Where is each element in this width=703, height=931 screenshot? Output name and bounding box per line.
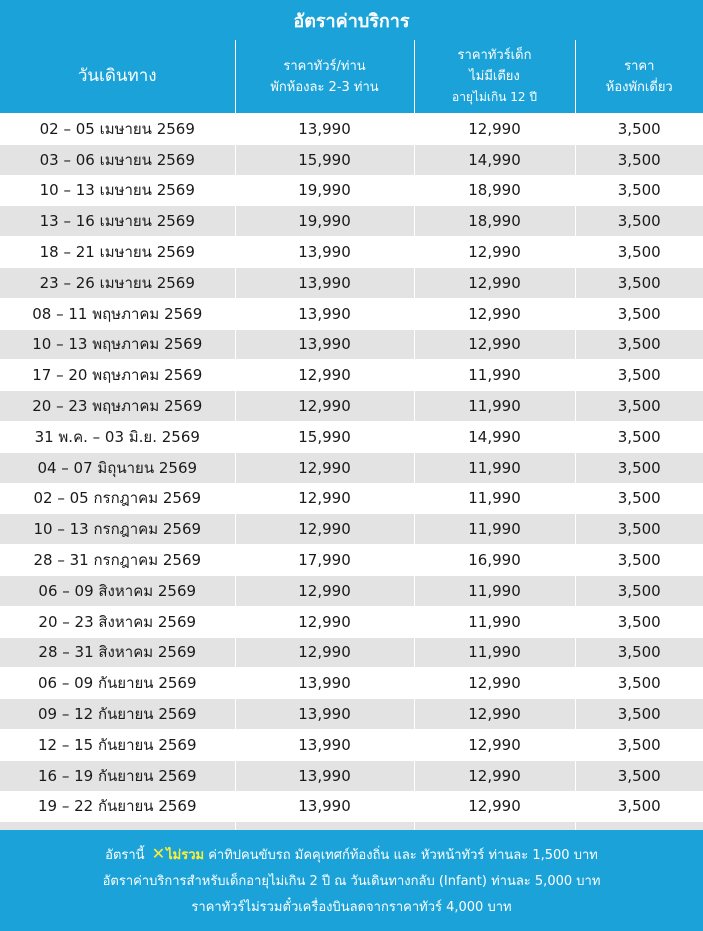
cell-adult-price: 12,990 — [235, 360, 414, 391]
cell-adult-price: 15,990 — [235, 144, 414, 175]
cell-child-price: 12,990 — [414, 760, 575, 791]
cell-single-room: 3,500 — [575, 637, 703, 668]
cell-single-room: 3,500 — [575, 421, 703, 452]
cell-adult-price: 13,990 — [235, 298, 414, 329]
cell-date: 23 – 26 เมษายน 2569 — [0, 267, 235, 298]
header-single-room: ราคา ห้องพักเดี่ยว — [575, 40, 703, 114]
cell-date: 09 – 12 กันยายน 2569 — [0, 699, 235, 730]
note-tips: อัตรานี้ ✕ไม่รวม ค่าทิปคนขับรถ มัคคุเทศก์ท้องถิ่น และ หัวหน้าทัวร์ ท่านละ 1,500 บาท — [105, 843, 598, 863]
table-header-row — [0, 40, 703, 114]
cell-date: 12 – 15 กันยายน 2569 — [0, 729, 235, 760]
cell-single-room: 3,500 — [575, 298, 703, 329]
cell-date: 28 – 31 กรกฎาคม 2569 — [0, 545, 235, 576]
cell-adult-price: 12,990 — [235, 483, 414, 514]
cell-single-room: 3,500 — [575, 114, 703, 145]
cell-single-room: 3,500 — [575, 514, 703, 545]
cell-date: 16 – 19 กันยายน 2569 — [0, 760, 235, 791]
cell-child-price: 14,990 — [414, 421, 575, 452]
cell-single-room: 3,500 — [575, 483, 703, 514]
table-row — [0, 637, 703, 668]
cell-date: 10 – 13 พฤษภาคม 2569 — [0, 329, 235, 360]
cell-date: 31 พ.ค. – 03 มิ.ย. 2569 — [0, 421, 235, 452]
cell-adult-price: 13,990 — [235, 760, 414, 791]
note-infant: อัตราค่าบริการสำหรับเด็กอายุไม่เกิน 2 ปี ณ วันเดินทางกลับ (Infant) ท่านละ 5,000 บาท — [102, 873, 601, 889]
cell-single-room: 3,500 — [575, 206, 703, 237]
cell-child-price: 11,990 — [414, 360, 575, 391]
cell-adult-price: 12,990 — [235, 575, 414, 606]
table-row — [0, 329, 703, 360]
cell-date: 06 – 09 สิงหาคม 2569 — [0, 575, 235, 606]
cell-single-room: 3,500 — [575, 144, 703, 175]
cell-date: 18 – 21 เมษายน 2569 — [0, 237, 235, 268]
cell-single-room: 3,500 — [575, 175, 703, 206]
cell-single-room: 3,500 — [575, 329, 703, 360]
table-row — [0, 144, 703, 175]
cell-adult-price: 13,990 — [235, 791, 414, 822]
x-mark-icon: ✕ — [151, 843, 166, 863]
cell-child-price: 11,990 — [414, 514, 575, 545]
cell-date: 06 – 09 กันยายน 2569 — [0, 668, 235, 699]
cell-single-room: 3,500 — [575, 452, 703, 483]
table-row — [0, 575, 703, 606]
table-row — [0, 360, 703, 391]
cell-child-price: 12,990 — [414, 729, 575, 760]
cell-child-price: 16,990 — [414, 545, 575, 576]
table-row — [0, 791, 703, 822]
cell-adult-price: 13,990 — [235, 699, 414, 730]
header-child-price: ราคาทัวร์เด็ก ไม่มีเตียง อายุไม่เกิน 12 ปี — [414, 40, 575, 114]
footer-notes — [0, 830, 703, 931]
cell-adult-price: 13,990 — [235, 237, 414, 268]
table-row — [0, 206, 703, 237]
cell-date: 02 – 05 เมษายน 2569 — [0, 114, 235, 145]
header-adult-price: ราคาทัวร์/ท่าน พักห้องละ 2-3 ท่าน — [235, 40, 414, 114]
note-no-ticket: ราคาทัวร์ไม่รวมตั๋วเครื่องบินลดจากราคาทัวร์ 4,000 บาท — [191, 899, 512, 915]
cell-date: 13 – 16 เมษายน 2569 — [0, 206, 235, 237]
cell-date: 03 – 06 เมษายน 2569 — [0, 144, 235, 175]
cell-child-price: 12,990 — [414, 791, 575, 822]
table-row — [0, 699, 703, 730]
table-row — [0, 760, 703, 791]
cell-adult-price: 12,990 — [235, 606, 414, 637]
cell-adult-price: 12,990 — [235, 514, 414, 545]
table-row — [0, 114, 703, 145]
cell-date: 19 – 22 กันยายน 2569 — [0, 791, 235, 822]
cell-date: 20 – 23 สิงหาคม 2569 — [0, 606, 235, 637]
table-row — [0, 298, 703, 329]
cell-child-price: 12,990 — [414, 668, 575, 699]
cell-child-price: 11,990 — [414, 391, 575, 422]
cell-adult-price: 19,990 — [235, 175, 414, 206]
cell-adult-price: 13,990 — [235, 668, 414, 699]
table-row — [0, 729, 703, 760]
price-table — [0, 40, 703, 853]
cell-child-price: 11,990 — [414, 606, 575, 637]
cell-adult-price: 17,990 — [235, 545, 414, 576]
cell-date: 10 – 13 เมษายน 2569 — [0, 175, 235, 206]
cell-date: 02 – 05 กรกฎาคม 2569 — [0, 483, 235, 514]
cell-child-price: 12,990 — [414, 699, 575, 730]
page-title: อัตราค่าบริการ — [0, 0, 703, 40]
cell-adult-price: 13,990 — [235, 729, 414, 760]
cell-adult-price: 19,990 — [235, 206, 414, 237]
cell-child-price: 11,990 — [414, 637, 575, 668]
cell-single-room: 3,500 — [575, 791, 703, 822]
table-row — [0, 175, 703, 206]
cell-adult-price: 13,990 — [235, 114, 414, 145]
cell-single-room: 3,500 — [575, 237, 703, 268]
cell-child-price: 14,990 — [414, 144, 575, 175]
cell-single-room: 3,500 — [575, 267, 703, 298]
cell-adult-price: 12,990 — [235, 452, 414, 483]
cell-date: 17 – 20 พฤษภาคม 2569 — [0, 360, 235, 391]
note-highlight: ไม่รวม — [166, 847, 205, 863]
table-body — [0, 114, 703, 853]
cell-date: 04 – 07 มิถุนายน 2569 — [0, 452, 235, 483]
cell-date: 20 – 23 พฤษภาคม 2569 — [0, 391, 235, 422]
cell-child-price: 11,990 — [414, 483, 575, 514]
table-row — [0, 391, 703, 422]
cell-date: 10 – 13 กรกฎาคม 2569 — [0, 514, 235, 545]
cell-adult-price: 12,990 — [235, 637, 414, 668]
cell-single-room: 3,500 — [575, 760, 703, 791]
cell-child-price: 12,990 — [414, 329, 575, 360]
cell-child-price: 18,990 — [414, 206, 575, 237]
cell-adult-price: 15,990 — [235, 421, 414, 452]
table-row — [0, 545, 703, 576]
table-row — [0, 237, 703, 268]
table-row — [0, 483, 703, 514]
cell-date: 08 – 11 พฤษภาคม 2569 — [0, 298, 235, 329]
cell-adult-price: 13,990 — [235, 329, 414, 360]
table-row — [0, 452, 703, 483]
table-row — [0, 421, 703, 452]
cell-single-room: 3,500 — [575, 575, 703, 606]
header-date: วันเดินทาง — [0, 40, 235, 114]
table-row — [0, 606, 703, 637]
cell-single-room: 3,500 — [575, 391, 703, 422]
cell-single-room: 3,500 — [575, 360, 703, 391]
cell-child-price: 11,990 — [414, 575, 575, 606]
cell-single-room: 3,500 — [575, 545, 703, 576]
cell-child-price: 12,990 — [414, 114, 575, 145]
cell-single-room: 3,500 — [575, 606, 703, 637]
cell-child-price: 12,990 — [414, 298, 575, 329]
cell-child-price: 12,990 — [414, 267, 575, 298]
table-row — [0, 668, 703, 699]
cell-date: 28 – 31 สิงหาคม 2569 — [0, 637, 235, 668]
cell-adult-price: 12,990 — [235, 391, 414, 422]
table-row — [0, 514, 703, 545]
cell-child-price: 11,990 — [414, 452, 575, 483]
cell-single-room: 3,500 — [575, 668, 703, 699]
cell-child-price: 12,990 — [414, 237, 575, 268]
cell-single-room: 3,500 — [575, 699, 703, 730]
cell-single-room: 3,500 — [575, 729, 703, 760]
cell-adult-price: 13,990 — [235, 267, 414, 298]
cell-child-price: 18,990 — [414, 175, 575, 206]
table-row — [0, 267, 703, 298]
